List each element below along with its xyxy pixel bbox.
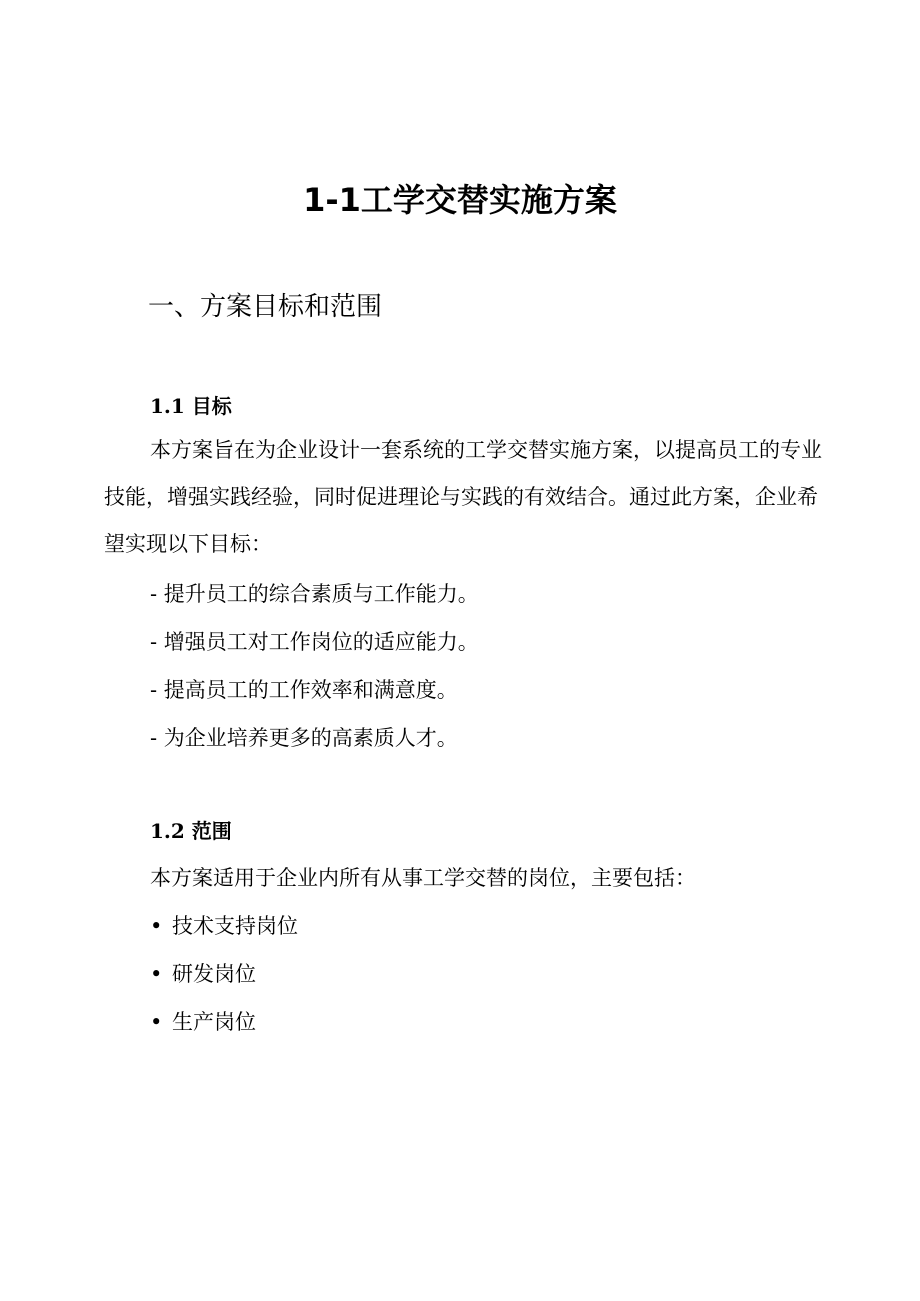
scope-item-label: 技术支持岗位 — [172, 914, 298, 938]
goal-item: - 提高员工的工作效率和满意度。 — [150, 678, 458, 702]
scope-item-label: 生产岗位 — [172, 1010, 256, 1034]
bullet-icon: • — [150, 914, 163, 938]
subheading-goal: 1.1 目标 — [150, 394, 232, 418]
goal-item: - 增强员工对工作岗位的适应能力。 — [150, 630, 479, 654]
goal-item: - 为企业培养更多的高素质人才。 — [150, 726, 458, 750]
scope-list-item — [150, 1006, 256, 1038]
goal-item: - 提升员工的综合素质与工作能力。 — [150, 582, 479, 606]
subheading-scope: 1.2 范围 — [150, 819, 232, 843]
scope-intro: 本方案适用于企业内所有从事工学交替的岗位，主要包括： — [150, 866, 696, 890]
section-heading-goals-scope: 一、方案目标和范围 — [148, 292, 383, 322]
scope-list-item — [150, 958, 256, 990]
document-title: 1-1工学交替实施方案 — [303, 181, 617, 219]
scope-item-label: 研发岗位 — [172, 962, 256, 986]
goal-paragraph: 本方案旨在为企业设计一套系统的工学交替实施方案，以提高员工的专业技能，增强实践经验，同时促进理论与实践的有效结合。通过此方案，企业希望实现以下目标： — [104, 438, 822, 556]
bullet-icon: • — [150, 1010, 163, 1034]
scope-list-item — [150, 910, 298, 942]
bullet-icon: • — [150, 962, 163, 986]
